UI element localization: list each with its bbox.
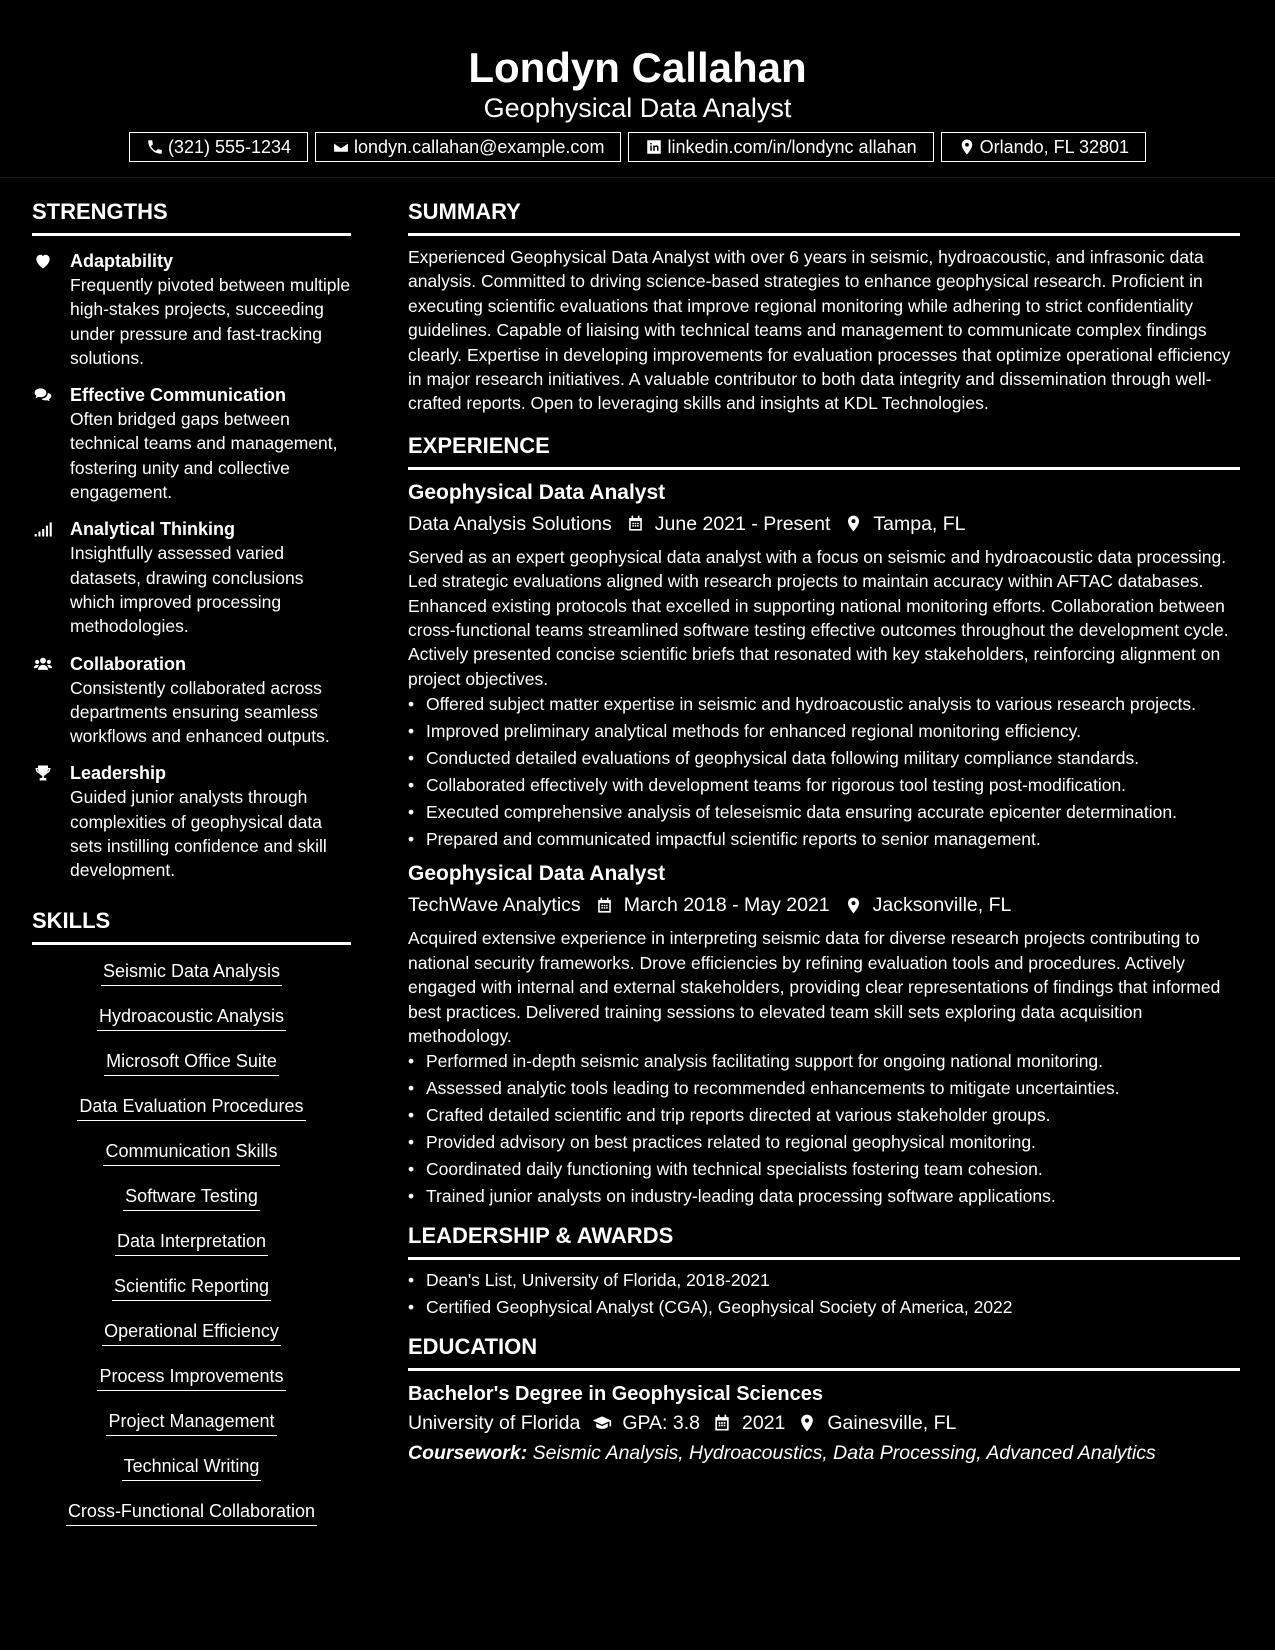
job-dates: March 2018 - May 2021	[623, 894, 830, 917]
job-bullet: • Executed comprehensive analysis of teleseismic data ensuring accurate epicenter determination.	[408, 800, 1240, 824]
calendar-icon	[712, 1413, 732, 1433]
award-item: • Dean's List, University of Florida, 2018-2021	[408, 1268, 1240, 1292]
job-bullets	[408, 692, 1240, 851]
leadership-list	[408, 1268, 1240, 1319]
contact-email[interactable]	[315, 132, 621, 162]
skill-item: Operational Efficiency	[102, 1317, 281, 1346]
strength-item	[32, 652, 351, 749]
skill-item: Scientific Reporting	[112, 1272, 271, 1301]
skill-item: Technical Writing	[122, 1452, 262, 1481]
job-company: TechWave Analytics	[408, 894, 581, 917]
summary-text: Experienced Geophysical Data Analyst with over 6 years in seismic, hydroacoustic, and infrasonic data analysis. Committed to driving science-based strategies to enhance geophysical research. Proficient in executing scientific evaluations that improve regional monitoring while adhering to strict confidentiality guidelines. Capable of liaising with technical teams and management to communicate complex findings clearly. Expertise in developing improvements for evaluation processes that optimize operational efficiency in major research initiatives. A valuable contributor to both data integrity and dissemination through well-crafted reports. Open to leveraging skills and insights at KDL Technologies.	[408, 247, 1231, 414]
job-bullet: • Conducted detailed evaluations of geophysical data following military compliance standards.	[408, 746, 1240, 770]
degree-title: Bachelor's Degree in Geophysical Sciences	[408, 1383, 823, 1406]
strength-item	[32, 249, 351, 370]
envelope-icon	[332, 138, 350, 156]
skill-item: Microsoft Office Suite	[104, 1047, 279, 1076]
coursework	[408, 1438, 1240, 1468]
skill-item: Hydroacoustic Analysis	[97, 1002, 286, 1031]
job-company: Data Analysis Solutions	[408, 512, 612, 535]
trophy-icon	[33, 763, 53, 783]
skill-item: Communication Skills	[103, 1137, 279, 1166]
job-bullet: • Assessed analytic tools leading to recommended enhancements to mitigate uncertainties.	[408, 1076, 1240, 1100]
candidate-role: Geophysical Data Analyst	[483, 93, 792, 123]
skills-list	[32, 945, 351, 1542]
strength-desc: Guided junior analysts through complexities of geophysical data sets instilling confidence and skill development.	[70, 787, 327, 881]
coursework-list: Seismic Analysis, Hydroacoustics, Data Processing, Advanced Analytics	[532, 1442, 1156, 1465]
job-title: Geophysical Data Analyst	[408, 862, 666, 886]
job-meta	[408, 890, 1240, 920]
strength-title: Adaptability	[70, 251, 174, 271]
strength-title: Effective Communication	[70, 385, 287, 406]
experience-heading: EXPERIENCE	[408, 430, 1240, 470]
education-meta	[408, 1408, 1240, 1438]
contact-bar	[0, 132, 1275, 162]
linkedin-text: linkedin.com/in/londync allahan	[667, 136, 917, 157]
job-bullet: • Coordinated daily functioning with technical specialists fostering team cohesion.	[408, 1157, 1240, 1181]
job-bullet: • Crafted detailed scientific and trip reports directed at various stakeholder groups.	[408, 1103, 1240, 1127]
signal-bars-icon	[33, 519, 53, 539]
job-location: Tampa, FL	[873, 512, 966, 535]
phone-text: (321) 555-1234	[167, 136, 292, 157]
job-description: Served as an expert geophysical data analyst with a focus on seismic and hydroacoustic data processing. Led strategic evaluations aligned with research projects to maintain accuracy within AFTAC databases. Enhanced existing protocols that excelled in supporting national monitoring efforts. Collaboration between cross-functional teams streamlined software testing effective outcomes throughout the development cycle. Actively presented concise scientific briefs that resonated with key stakeholders, reinforcing alignment on project objectives.	[408, 546, 1229, 689]
skill-item: Data Interpretation	[115, 1227, 268, 1256]
skill-item: Cross-Functional Collaboration	[66, 1497, 317, 1526]
job-bullet: • Collaborated effectively with development teams for rigorous tool testing post-modification.	[408, 773, 1240, 797]
job-description: Acquired extensive experience in interpreting seismic data for diverse research projects contributing to national security frameworks. Drove efficiencies by refining evaluation tools and procedures. Actively engaged with internal and external stakeholders, providing clear representations of findings that informed best practices. Delivered training sessions to elevated team skill sets exploring data acquisition methodology.	[408, 928, 1221, 1046]
job-bullet: • Provided advisory on best practices related to regional geophysical monitoring.	[408, 1130, 1240, 1154]
strength-desc: Insightfully assessed varied datasets, drawing conclusions which improved processing methodologies.	[70, 543, 304, 637]
job-bullet: • Performed in-depth seismic analysis facilitating support for ongoing national monitoring.	[408, 1049, 1240, 1073]
skill-item: Seismic Data Analysis	[101, 957, 282, 986]
strength-desc: Consistently collaborated across departments ensuring seamless workflows and enhanced outputs.	[70, 677, 330, 747]
strength-title: Leadership	[70, 763, 167, 784]
calendar-icon	[626, 514, 645, 533]
job-bullet: • Trained junior analysts on industry-leading data processing software applications.	[408, 1184, 1240, 1208]
strength-item	[32, 517, 351, 638]
skill-item: Data Evaluation Procedures	[77, 1092, 305, 1121]
job-bullet: • Offered subject matter expertise in seismic and hydroacoustic analysis to various research projects.	[408, 692, 1240, 716]
contact-phone[interactable]	[129, 132, 308, 162]
map-marker-icon	[844, 896, 863, 915]
strength-item	[32, 761, 351, 882]
job-location: Jacksonville, FL	[872, 894, 1012, 917]
summary-heading: SUMMARY	[408, 196, 1240, 236]
location-text: Orlando, FL 32801	[979, 136, 1130, 157]
gpa: GPA: 3.8	[622, 1412, 700, 1435]
job-title: Geophysical Data Analyst	[408, 480, 666, 504]
comments-icon	[33, 385, 53, 405]
phone-icon	[146, 138, 164, 156]
map-marker-icon	[844, 514, 863, 533]
strength-title: Collaboration	[70, 653, 186, 674]
job-meta	[408, 509, 1240, 539]
job-bullet: • Improved preliminary analytical methods for enhanced regional monitoring efficiency.	[408, 719, 1240, 743]
users-icon	[33, 654, 53, 674]
award-item: • Certified Geophysical Analyst (CGA), Geophysical Society of America, 2022	[408, 1295, 1240, 1319]
map-marker-icon	[958, 138, 976, 156]
school-name: University of Florida	[408, 1412, 581, 1435]
job-entry	[408, 479, 1240, 851]
school-location: Gainesville, FL	[827, 1412, 957, 1435]
left-column	[32, 196, 351, 1542]
leadership-heading: LEADERSHIP & AWARDS	[408, 1220, 1240, 1260]
strength-item	[32, 383, 351, 504]
coursework-label: Coursework:	[408, 1442, 528, 1465]
job-bullet: • Prepared and communicated impactful scientific reports to senior management.	[408, 827, 1240, 851]
strength-desc: Frequently pivoted between multiple high-stakes projects, succeeding under pressure and fast-tracking solutions.	[70, 275, 351, 368]
resume-header	[0, 0, 1275, 178]
contact-linkedin[interactable]	[628, 132, 933, 162]
job-dates: June 2021 - Present	[654, 512, 831, 535]
heart-icon	[33, 251, 53, 271]
skill-item: Software Testing	[123, 1182, 260, 1211]
skill-item: Process Improvements	[97, 1362, 285, 1391]
graduation-year: 2021	[742, 1412, 786, 1435]
linkedin-icon	[645, 138, 663, 156]
right-column	[408, 196, 1240, 1468]
job-entry	[408, 860, 1240, 1208]
candidate-name: Londyn Callahan	[468, 44, 807, 91]
strength-title: Analytical Thinking	[70, 519, 236, 540]
calendar-icon	[595, 896, 614, 915]
job-bullets	[408, 1049, 1240, 1208]
strength-desc: Often bridged gaps between technical teams and management, fostering unity and collective engagement.	[70, 409, 338, 503]
graduation-cap-icon	[592, 1413, 612, 1433]
map-marker-icon	[797, 1413, 817, 1433]
education-heading: EDUCATION	[408, 1331, 1240, 1371]
contact-location	[941, 132, 1146, 162]
skill-item: Project Management	[106, 1407, 276, 1436]
skills-heading: SKILLS	[32, 905, 351, 945]
strengths-heading: STRENGTHS	[32, 196, 351, 236]
email-text: londyn.callahan@example.com	[354, 136, 605, 157]
